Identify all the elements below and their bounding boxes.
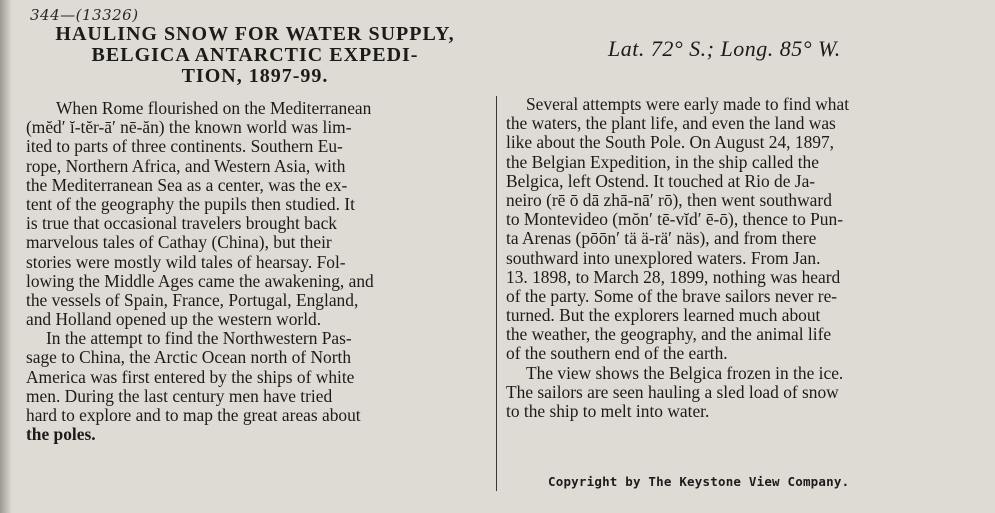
text-line: the Mediterranean Sea as a center, was the ex-	[26, 174, 348, 195]
text-line: of the party. Some of the brave sailors never re-	[506, 285, 838, 306]
text-line: The view shows the Belgica frozen in the ice.	[526, 362, 844, 383]
right-column-text	[506, 95, 971, 421]
text-line: sage to China, the Arctic Ocean north of North	[26, 347, 352, 368]
text-line: When Rome flourished on the Mediterranean	[56, 98, 372, 118]
text-line: turned. But the explorers learned much about	[506, 305, 821, 326]
text-line: like about the South Pole. On August 24, 1897,	[506, 132, 835, 153]
text-line: (mĕd′ ĭ-tĕr-ā′ nē-ăn) the known world was lim-	[26, 117, 352, 138]
left-column-text	[26, 99, 488, 444]
text-line: tent of the geography the pupils then studied. It	[26, 193, 355, 214]
page-edge-shadow	[0, 0, 12, 513]
text-line: the weather, the geography, and the animal life	[506, 324, 832, 345]
text-line: The sailors are seen hauling a sled load of snow	[506, 381, 839, 402]
text-line: southward into unexplored waters. From Jan.	[506, 247, 821, 268]
text-line: hard to explore and to map the great areas about	[26, 405, 361, 425]
text-line: of the southern end of the earth.	[506, 343, 728, 364]
text-line: Belgica, left Ostend. It touched at Rio de Ja-	[506, 170, 816, 191]
text-line: Several attempts were early made to find what	[526, 94, 850, 114]
page-title	[22, 24, 488, 87]
text-line: stories were mostly wild tales of hearsay. Fol-	[26, 251, 346, 272]
text-line: lowing the Middle Ages came the awakening, and	[26, 270, 374, 291]
text-line: the vessels of Spain, France, Portugal, England,	[26, 289, 359, 310]
text-line: the waters, the plant life, and even the land was	[506, 113, 836, 134]
text-line: In the attempt to find the Northwestern Pas-	[46, 328, 352, 349]
text-line: rope, Northern Africa, and Western Asia, with	[26, 155, 346, 176]
catalog-number: 344—(13326)	[30, 6, 139, 24]
copyright-notice: Copyright by The Keystone View Company.	[548, 474, 850, 489]
text-line: America was first entered by the ships of white	[26, 366, 355, 387]
title-line: HAULING SNOW FOR WATER SUPPLY,	[55, 23, 455, 45]
title-line: TION, 1897-99.	[181, 65, 329, 87]
text-line: the Belgian Expedition, in the ship called the	[506, 151, 819, 172]
title-line: BELGICA ANTARCTIC EXPEDI-	[91, 44, 419, 66]
column-divider	[496, 96, 497, 491]
text-line: ited to parts of three continents. Southern Eu-	[26, 136, 343, 157]
text-line: ta Arenas (pōōn′ tä ä-rä′ näs), and from there	[506, 228, 817, 249]
text-line: to the ship to melt into water.	[506, 401, 710, 421]
text-line: to Montevideo (mŏn′ tē-vĭd′ ē-ō), thence to Pun-	[506, 209, 843, 230]
text-line: men. During the last century men have tried	[26, 385, 333, 406]
text-line: neiro (rē ō dā zhā-nā′ rō), then went southward	[506, 189, 832, 210]
text-line: and Holland opened up the western world.	[26, 309, 322, 330]
text-line: marvelous tales of Cathay (China), but their	[26, 232, 332, 253]
text-line: 13. 1898, to March 28, 1899, nothing was heard	[506, 266, 841, 287]
text-line: is true that occasional travelers brought back	[26, 213, 337, 234]
text-line: the poles.	[26, 424, 96, 445]
location-coordinates: Lat. 72° S.; Long. 85° W.	[608, 36, 841, 61]
